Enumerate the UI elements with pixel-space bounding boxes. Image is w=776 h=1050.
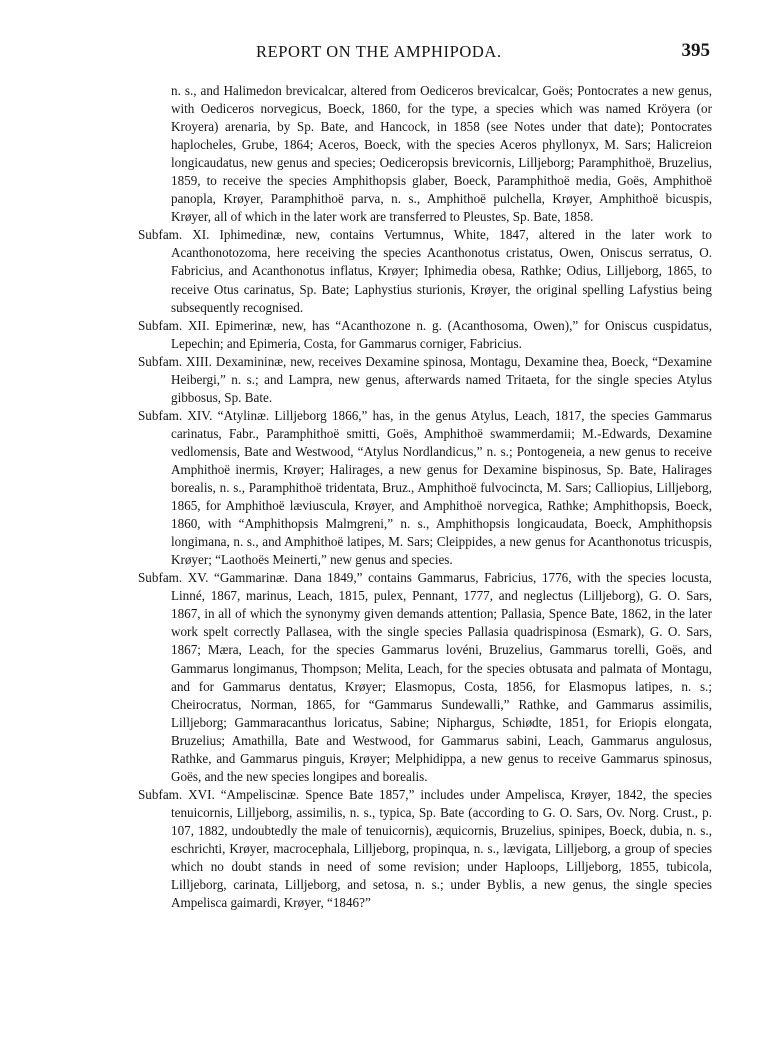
page-body xyxy=(138,82,712,912)
subfamily-label: Subfam. XVI. xyxy=(138,786,215,802)
paragraph-text: Epimerinæ, new, has “Acanthozone n. g. (Acanthosoma, Owen),” for Oniscus cuspidatus, Lepechin; and Epimeria, Costa, for Gammarus corniger, Fabricius. xyxy=(171,317,712,351)
paragraph-subfam-xii xyxy=(138,317,712,353)
running-title: REPORT ON THE AMPHIPODA. xyxy=(256,42,502,61)
paragraph-subfam-xi xyxy=(138,226,712,316)
paragraph-text: “Ampeliscinæ. Spence Bate 1857,” includes under Ampelisca, Krøyer, 1842, the species tenuicornis, Lilljeborg, assimilis, n. s., typica, Sp. Bate (according to G. O. Sars, Ov. Norg. Crust., p. 107, 1882, undoubtedly the male of tenuicornis), æquicornis, Bruzelius, spinipes, Boeck, dubia, n. s., eschrichti, Krøyer, macrocephala, Lilljeborg, propinqua, n. s., lævigata, Lilljeborg, a group of species which no doubt stands in need of some revision; under Haploops, Lilljeborg, 1855, tubicola, Lilljeborg, carinata, Lilljeborg, and setosa, n. s.; under Byblis, a new genus, the single species Ampelisca gaimardi, Krøyer, “1846?” xyxy=(171,786,712,911)
subfamily-label: Subfam. XI. xyxy=(138,227,210,243)
paragraph-subfam-xv xyxy=(138,569,712,786)
subfamily-label: Subfam. XIV. xyxy=(138,407,213,423)
page-number: 395 xyxy=(681,40,710,61)
paragraph-subfam-xiv xyxy=(138,407,712,569)
paragraph-text: “Atylinæ. Lilljeborg 1866,” has, in the genus Atylus, Leach, 1817, the species Gammarus carinatus, Fabr., Paramphithoë smitti, Goës, Amphithoë swammerdamii; M.-Edwards, Dexamine vedlomensis, Bate and Westwood, “Atylus Nordlandicus,” n. s.; Pontogeneia, a new genus to receive Amphithoë inermis, Krøyer; Halirages, a new genus for Dexamine bispinosus, Sp. Bate, Halirages borealis, n. s., Paramphithoë tridentata, Bruz., Amphithoë fulvocincta, M. Sars; Calliopius, Lilljeborg, 1865, for Amphithoë læviuscula, Krøyer, and Amphithoë norvegica, Rathke; Amphithopsis, Boeck, 1860, with “Amphithopsis Malmgreni,” n. s., Amphithopsis longicaudata, Boeck, Amphithopsis longimana, n. s., and Amphithoë latipes, M. Sars; Cleippides, a new genus for Acanthonotus tricuspis, Krøyer; “Laothoës Meinerti,” new genus and species. xyxy=(171,407,712,568)
paragraph-continuation xyxy=(138,82,712,226)
subfamily-label: Subfam. XIII. xyxy=(138,353,212,369)
paragraph-text: Iphimedinæ, new, contains Vertumnus, White, 1847, altered in the later work to Acanthonotozoma, here receiving the species Acanthonotus cristatus, Owen, Oniscus serratus, O. Fabricius, and Acanthonotus inflatus, Krøyer; Iphimedia obesa, Rathke; Odius, Lilljeborg, 1865, to receive Otus carinatus, Sp. Bate; Laphystius sturionis, Krøyer, the original spelling Lafystius being subsequently recognised. xyxy=(171,227,712,315)
paragraph-text: “Gammarinæ. Dana 1849,” contains Gammarus, Fabricius, 1776, with the species locusta, Linné, 1867, marinus, Leach, 1815, pulex, Pennant, 1777, and neglectus (Lilljeborg), G. O. Sars, 1867, in all of which the synonymy given demands attention; Pallasia, Spence Bate, 1862, in the later work spelt correctly Pallasea, with the single species Pallasia quadrispinosa (Esmark), G. O. Sars, 1867; Mæra, Leach, for the species Gammarus lovéni, Bruzelius, Gammarus torelli, Goës, and Gammarus longimanus, Thompson; Melita, Leach, for the species obtusata and palmata of Montagu, and for Gammarus dentatus, Krøyer; Elasmopus, Costa, 1856, for Elasmopus latipes, n. s.; Cheirocratus, Norman, 1865, for “Gammarus Sundewalli,” Rathke, and Gammarus assimilis, Lilljeborg; Gammaracanthus loricatus, Sabine; Niphargus, Schiødte, 1851, for Eriopis elongata, Bruzelius; Amathilla, Bate and Westwood, for Gammarus sabini, Leach, Gammarus angulosus, Rathke, and Gammarus pinguis, Krøyer; Melphidippa, a new genus to receive Gammarus spinosus, Goës, and the new species longipes and borealis. xyxy=(171,570,712,784)
paragraph-text: Dexamininæ, new, receives Dexamine spinosa, Montagu, Dexamine thea, Boeck, “Dexamine Heibergi,” n. s.; and Lampra, new genus, afterwards named Tritaeta, for the single species Atylus gibbosus, Sp. Bate. xyxy=(171,353,713,405)
subfamily-label: Subfam. XV. xyxy=(138,570,209,586)
page-header xyxy=(138,42,710,66)
subfamily-label: Subfam. XII. xyxy=(138,317,210,333)
paragraph-subfam-xvi xyxy=(138,786,712,912)
paragraph-text: n. s., and Halimedon brevicalcar, altered from Oediceros brevicalcar, Goës; Pontocrates a new genus, with Oediceros norvegicus, Boeck, 1860, for the type, a species which was named Kröyera (or Kroyera) arenaria, by Sp. Bate, and Hancock, in 1858 (see Notes under that date); Pontocrates haplocheles, Grube, 1864; Aceros, Boeck, with the species Aceros phyllonyx, M. Sars; Halicreion longicaudatus, new genus and species; Oediceropsis brevicornis, Lilljeborg; Paramphithoë, Bruzelius, 1859, to receive the species Amphithopsis glaber, Boeck, Paramphithoë media, Goës, Amphithoë panopla, Krøyer, Paramphithoë parva, n. s., Amphithoë pulchella, Krøyer, Amphithoë bicuspis, Krøyer, all of which in the later work are transferred to Pleustes, Sp. Bate, 1858. xyxy=(171,83,712,225)
paragraph-subfam-xiii xyxy=(138,353,712,407)
